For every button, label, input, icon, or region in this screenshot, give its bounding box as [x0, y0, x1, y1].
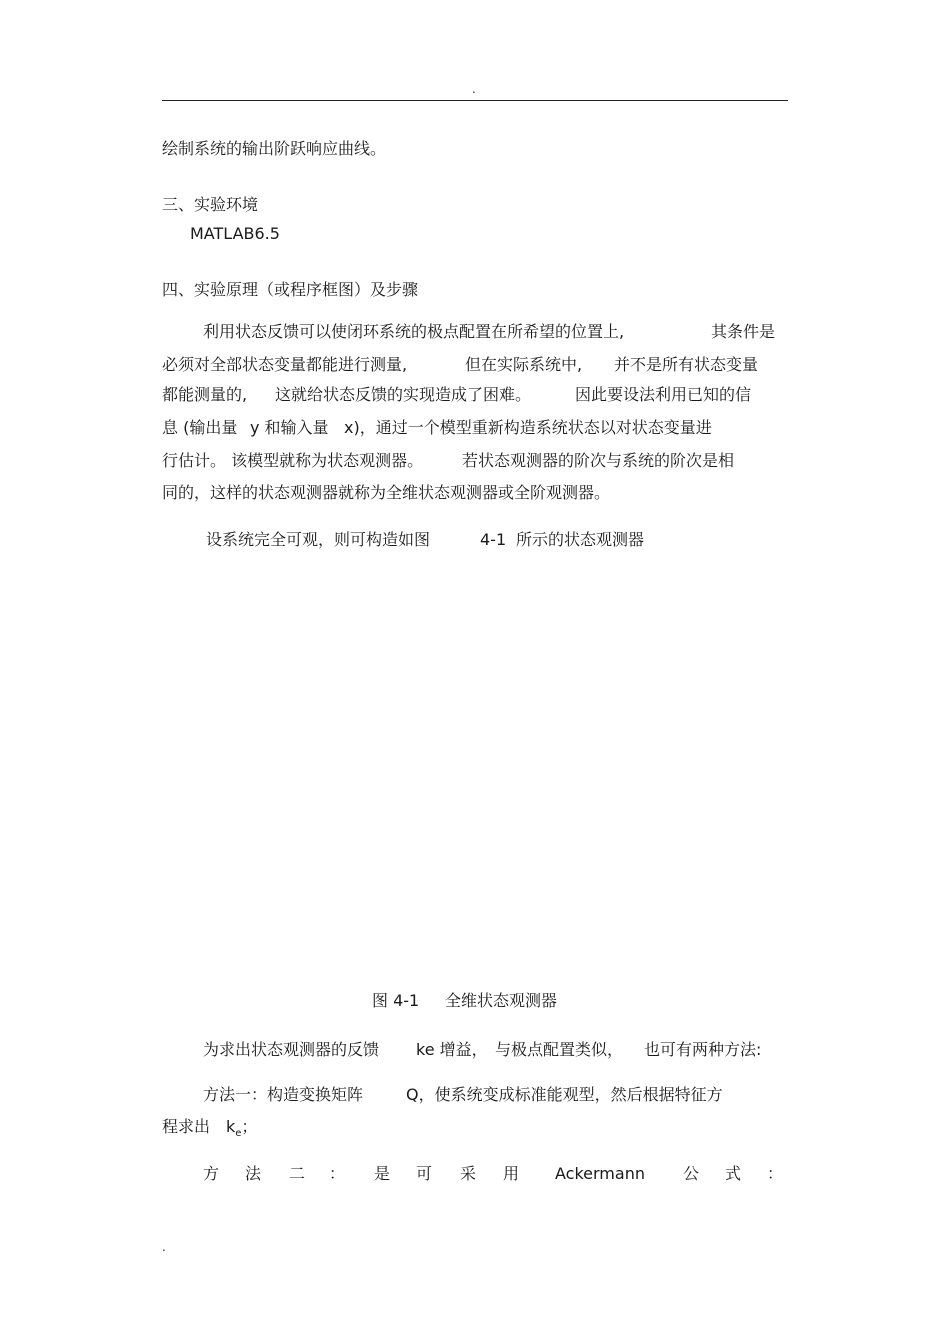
para1-line3b: 这就给状态反馈的实现造成了困难。: [275, 385, 532, 404]
para4-b: Q，使系统变成标准能观型，然后根据特征方: [406, 1085, 723, 1104]
footer-dot: .: [162, 1240, 166, 1254]
para5-c4: 是: [374, 1164, 391, 1183]
para1-line4a: 息 (输出量: [162, 418, 238, 437]
para2-b: 4-1: [480, 530, 507, 549]
intro-line: 绘制系统的输出阶跃响应曲线。: [162, 139, 387, 158]
header-rule: [162, 100, 788, 101]
para1-line4b: y 和输入量: [250, 418, 329, 437]
para4-k-subscript: e: [235, 1128, 242, 1140]
para1-line1a: 利用状态反馈可以使闭环系统的极点配置在所希望的位置上,: [203, 322, 625, 341]
para1-line1b: 其条件是: [711, 322, 776, 341]
section-3-title: 三、实验环境: [162, 195, 259, 214]
para1-line5b: 若状态观测器的阶次与系统的阶次是相: [462, 451, 735, 470]
para3-a: 为求出状态观测器的反馈: [203, 1040, 380, 1059]
para5-t2: ：: [767, 1164, 784, 1183]
para5-c2: 二: [289, 1164, 306, 1183]
para5-c6: 采: [460, 1164, 477, 1183]
para5-c0: 方: [203, 1164, 220, 1183]
para1-line3a: 都能测量的,: [162, 385, 248, 404]
para4-k-letter: k: [226, 1117, 236, 1136]
para5-c3: ：: [329, 1164, 346, 1183]
para1-line6: 同的，这样的状态观测器就称为全维状态观测器或全阶观测器。: [162, 483, 611, 502]
para1-line2c: 并不是所有状态变量: [614, 355, 759, 374]
para1-line4c: x)，通过一个模型重新构造系统状态以对状态变量进: [344, 418, 712, 437]
para3-b: ke 增益，: [416, 1040, 488, 1059]
figure-title: 全维状态观测器: [445, 991, 558, 1010]
figure-label: 图 4-1: [372, 991, 420, 1010]
para3-d: 也可有两种方法:: [644, 1040, 762, 1059]
para4-semicolon: ；: [241, 1117, 258, 1136]
para1-line3c: 因此要设法利用已知的信: [575, 385, 752, 404]
para5-name: Ackermann: [555, 1164, 645, 1183]
header-dot: .: [472, 82, 476, 96]
para1-line2b: 但在实际系统中,: [465, 355, 583, 374]
para4-k: [226, 1117, 257, 1144]
para2-a: 设系统完全可观，则可构造如图: [206, 530, 431, 549]
para5-c7: 用: [503, 1164, 520, 1183]
para1-line2a: 必须对全部状态变量都能进行测量,: [162, 355, 408, 374]
para4-c: 程求出: [162, 1117, 211, 1136]
section-4-title: 四、实验原理（或程序框图）及步骤: [162, 280, 419, 299]
para3-c: 与极点配置类似，: [495, 1040, 624, 1059]
para5-c5: 可: [416, 1164, 433, 1183]
para2-c: 所示的状态观测器: [516, 530, 645, 549]
para4-a: 方法一：构造变换矩阵: [203, 1085, 364, 1104]
para1-line5a: 行估计。 该模型就称为状态观测器。: [162, 451, 424, 470]
para5-t1: 式: [725, 1164, 742, 1183]
env-value: MATLAB6.5: [190, 224, 280, 243]
para5-c1: 法: [245, 1164, 262, 1183]
para5-t0: 公: [683, 1164, 700, 1183]
